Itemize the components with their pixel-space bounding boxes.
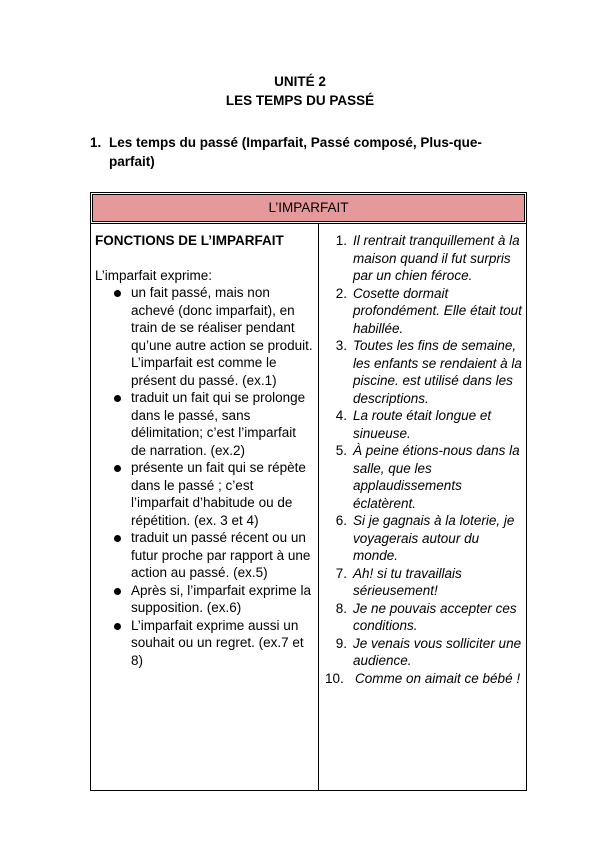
example-number: 2. xyxy=(335,285,347,301)
unit-number: UNITÉ 2 xyxy=(274,74,326,89)
list-item xyxy=(95,529,314,582)
functions-title: FONCTIONS DE L’IMPARFAIT xyxy=(95,233,284,248)
examples-column xyxy=(319,224,526,790)
example-number: 1. xyxy=(335,233,347,248)
example-text: Ah! si tu travaillais sérieusement! xyxy=(353,565,462,598)
example-text: À peine étions-nous dans la salle, que les applaudissements éclatèrent. xyxy=(353,443,520,511)
functions-column xyxy=(91,224,319,790)
examples-list xyxy=(325,232,522,687)
example-item xyxy=(325,285,522,338)
example-item xyxy=(325,670,522,688)
example-number: 7. xyxy=(335,565,347,581)
example-text: Toutes les fins de semaine, les enfants se rendaient à la piscine. est utilisé dans les descriptions. xyxy=(353,338,522,406)
section-title: Les temps du passé (Imparfait, Passé composé, Plus-que-parfait) xyxy=(109,135,482,169)
bullet-icon xyxy=(114,290,121,297)
list-item xyxy=(95,582,314,617)
list-item xyxy=(95,284,314,389)
example-number: 8. xyxy=(335,600,347,616)
unit-title xyxy=(0,72,600,110)
list-item-text: traduit un fait qui se prolonge dans le passé, sans délimitation; c’est l’imparfait de narration. (ex.2) xyxy=(131,390,306,458)
bullet-icon xyxy=(114,465,121,472)
list-item xyxy=(95,389,314,459)
unit-subtitle: LES TEMPS DU PASSÉ xyxy=(225,93,375,108)
example-number: 6. xyxy=(335,513,347,528)
example-number: 4. xyxy=(335,408,347,423)
section-heading xyxy=(90,133,510,171)
functions-list xyxy=(95,284,314,669)
example-number: 3. xyxy=(335,338,347,353)
example-item xyxy=(325,232,522,285)
table-body-row xyxy=(91,224,526,790)
example-text: Je venais vous solliciter une audience. xyxy=(353,635,522,668)
bullet-icon xyxy=(114,623,121,630)
example-text: Cosette dormait profondément. Elle était tout habillée. xyxy=(353,285,522,336)
example-number: 5. xyxy=(335,443,347,458)
example-item xyxy=(325,512,522,565)
example-number: 10. xyxy=(325,670,344,686)
list-item-text: un fait passé, mais non achevé (donc imparfait), en train de se réaliser pendant qu’une autre action se produit. L’imparfait est comme le présent du passé. (ex.1) xyxy=(131,285,313,388)
section-number: 1. xyxy=(90,135,102,150)
table-header-row xyxy=(91,193,526,224)
example-text: Comme on aimait ce bébé ! xyxy=(355,670,521,686)
list-item-text: présente un fait qui se répète dans le passé ; c’est l’imparfait d’habitude ou de répétition. (ex. 3 et 4) xyxy=(131,460,306,528)
example-item xyxy=(325,407,522,442)
example-text: Je ne pouvais accepter ces conditions. xyxy=(353,600,517,633)
bullet-icon xyxy=(114,588,121,595)
list-item-text: Après si, l’imparfait exprime la supposition. (ex.6) xyxy=(131,582,312,615)
example-item xyxy=(325,337,522,407)
table-header-cell: L’IMPARFAIT xyxy=(92,194,525,222)
list-item xyxy=(95,459,314,529)
example-number: 9. xyxy=(335,635,347,651)
example-item xyxy=(325,600,522,635)
functions-intro: L’imparfait exprime: xyxy=(95,267,213,283)
example-text: Si je gagnais à la loterie, je voyagerais autour du monde. xyxy=(353,513,515,563)
list-item-text: traduit un passé récent ou un futur proche par rapport à une action au passé. (ex.5) xyxy=(131,530,311,580)
example-item xyxy=(325,442,522,512)
example-item xyxy=(325,635,522,670)
example-text: Il rentrait tranquillement à la maison quand il fut surpris par un chien féroce. xyxy=(353,233,520,283)
bullet-icon xyxy=(114,535,121,542)
example-text: La route était longue et sinueuse. xyxy=(353,408,492,441)
list-item-text: L’imparfait exprime aussi un souhait ou un regret. (ex.7 et 8) xyxy=(131,617,304,668)
example-item xyxy=(325,565,522,600)
imparfait-table xyxy=(90,192,527,791)
list-item xyxy=(95,617,314,670)
bullet-icon xyxy=(114,395,121,402)
